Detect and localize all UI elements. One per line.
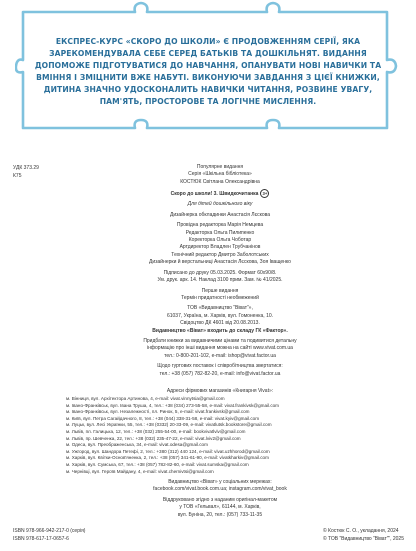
audience: Для дітей дошкільного віку bbox=[187, 201, 253, 208]
shops-title: Адреси фірмових магазинів «Книгарня Vivat»: bbox=[166, 388, 274, 394]
isbn-block bbox=[13, 527, 85, 543]
book-title bbox=[110, 189, 330, 198]
shop-address: м. Львів, пл. Галицька, 12, тел.: +38 (032) 255-54-00, e-mail: bookvivatlviv@gmail.com bbox=[66, 428, 246, 434]
shop-address: м. Львів, пр. Шевченка, 22, тел.: +38 (032) 235-47-22, e-mail: vivat.lviv2@gmail.com bbox=[66, 435, 241, 441]
certificate: Свідоцтво ДК 4601 від 20.08.2013. bbox=[180, 320, 260, 327]
shop-address: м. Вінниця, вул. Архітектора Артинова, 4, e-mail: vivat.vinnytsia@gmail.com bbox=[66, 396, 225, 401]
isbn-book: ISBN 978-617-17-0657-6 bbox=[13, 536, 69, 542]
shop-address: м. Київ, вул. Петра Сагайдачного, 8, тел.: +38 (044) 338-31-58, e-mail: vivat.kyiv@gmail.com bbox=[66, 415, 260, 421]
printed-line-1: Віддруковано згідно з наданим оригінал-макетом bbox=[162, 496, 278, 503]
footer-block bbox=[110, 479, 330, 519]
signed-to-print: Підписано до друку 05.03.2025. Формат 60х90/8. bbox=[163, 269, 277, 276]
print-info: Ум. друк. арк. 14. Наклад 3100 прим. Зам. № 41/2025. bbox=[157, 277, 283, 284]
printed-line-2: у ТОВ «Гельвал», 61144, м. Харків, bbox=[179, 504, 261, 511]
social-title: Видавництво «Віват» у соціальних мережах: bbox=[168, 479, 272, 485]
series-name: Серія «Шкільна бібліотека» bbox=[188, 171, 252, 178]
art-director: Артдиректор Владлен Трубчанінов bbox=[179, 244, 261, 251]
shop-address: м. Одеса, вул. Преображенська, 34, e-mail: vivat.odesa@gmail.com bbox=[66, 442, 208, 448]
udk-code: УДК 373.29 bbox=[13, 165, 39, 171]
author-name: КОСТЮК Світлана Олександрівна bbox=[180, 178, 260, 185]
publisher-address: 61037, Україна, м. Харків, вул. Гомоненка, 10. bbox=[166, 312, 274, 319]
shops-list bbox=[66, 396, 366, 475]
shops-heading-block bbox=[110, 388, 330, 395]
age-badge: 3+ bbox=[260, 189, 269, 198]
shop-address: м. Ужгород, вул. Шандора Петефі, 2, тел.: +380 (312) 440 124, e-mail: vivat.uzhhorod@gmail.com bbox=[66, 448, 270, 454]
copyright-block bbox=[323, 527, 404, 543]
supply-line-2: тел.: +38 (057) 782-82-20, e-mail: info@vivat.factor.ua bbox=[159, 370, 281, 377]
isbn-series: ISBN 978-966-942-217-0 (серія) bbox=[13, 528, 86, 534]
supply-line-1: Щодо гуртових поставок і співробітництва звертатися: bbox=[157, 363, 283, 370]
edition: Перше видання bbox=[201, 287, 239, 294]
corrector: Коректорка Ольга Чоботар bbox=[188, 237, 252, 244]
editor: Редакторка Ольга Пилипенко bbox=[185, 229, 255, 236]
shop-address: м. Івано-Франківськ, вул. Івана Труша, 4, тел.: +38 (034) 273-55-58, e-mail: vivat.frankivsk@gmail.com bbox=[66, 402, 279, 408]
buy-line-2: інформацію про інші видання можна на сайті www.vivat.com.ua bbox=[147, 345, 293, 352]
cover-designer: Дизайнерка обкладинки Анастасія Лєскова bbox=[169, 211, 271, 218]
shop-address: м. Харків, вул. Квітки-Основ'яненка, 2, тел.: +38 (057) 341-61-90, e-mail: vivatkharkiv@gmail.com bbox=[66, 455, 269, 461]
lead-editor: Провідна редакторка Марія Немцева bbox=[176, 222, 264, 229]
shop-address: м. Харків, вул. Сумська, 67, тел.: +38 (057) 782-82-60, e-mail: vivat.sumska@gmail.com bbox=[66, 461, 249, 467]
shop-address: м. Івано-Франківськ, вул. Незалежності, пл. Ринок, 5, e-mail: vivat.frankivsk@gmail.com bbox=[66, 409, 250, 415]
imprint-block bbox=[110, 164, 330, 378]
promo-box bbox=[15, 0, 399, 135]
classification bbox=[13, 164, 39, 180]
promo-text: ЕКСПРЕС-КУРС «СКОРО ДО ШКОЛИ» Є ПРОДОВЖЕННЯМ СЕРІЇ, ЯКА ЗАРЕКОМЕНДУВАЛА СЕБЕ СЕРЕД БАТЬКІВ ТА ДОШКІЛЬНЯТ. ВИДАННЯ ДОПОМОЖЕ ПІДГОТУВАТИСЯ ДО НАВЧАННЯ, ОПАНУВАТИ НОВІ НАВИЧКИ ТА ВМІННЯ І ЗМІЦНИТИ ВЖЕ НАБУТІ. ВИКОНУЮЧИ ЗАВДАННЯ З ЦІЄЇ КНИЖКИ, ДИТИНА ЗНАЧНО УДОСКОНАЛИТЬ НАВИЧКИ ЧИТАННЯ, РОЗВИНЕ УВАГУ, ПАМ'ЯТЬ, ПРОСТОРОВЕ ТА ЛОГІЧНЕ МИСЛЕННЯ. bbox=[34, 37, 382, 106]
storage-term: Термін придатності необмежений bbox=[181, 294, 259, 301]
buy-line-1: Придбати книжки за видавничими цінами та подивитися детальну bbox=[143, 337, 297, 344]
book-title-text: Скоро до школи! 3. Швидкочитанка bbox=[170, 191, 259, 198]
publisher-group: Видавництво «Віват» входить до складу ГК «Фактор». bbox=[152, 327, 288, 334]
social-links: facebook.com/vivat.book.com.ua; instagram.com/vivat_book bbox=[153, 486, 287, 493]
printed-line-3: вул. Буніна, 20, тел.: (057) 733-11-35 bbox=[177, 511, 263, 518]
tech-editor: Технічний редактор Дмитро Заболотських bbox=[171, 251, 269, 258]
publisher-name: ТОВ «Видавництво “Віват”», bbox=[187, 305, 253, 312]
shop-address: м. Чернівці, вул. Героїв Майдану, 4, e-mail: vivat.chernivtsi@gmail.com bbox=[66, 468, 214, 474]
buy-line-3: тел.: 0-800-201-102, e-mail: ishop@vivat.factor.ua bbox=[164, 352, 276, 359]
popular-edition: Популярне видання bbox=[196, 164, 244, 170]
designers: Дизайнерки й верстальниці Анастасія Лєскова, Зоя Іващенко bbox=[149, 259, 291, 266]
author-mark: К75 bbox=[13, 173, 22, 179]
shop-address: м. Луцьк, вул. Лесі Українки, 55, тел.: +38 (0332) 20-33-09, e-mail: vivatlutsk.bookstore@gmail.com bbox=[66, 422, 272, 428]
copyright-author: © Костюк С. О., укладання, 2024 bbox=[322, 528, 399, 534]
copyright-publisher: © ТОВ “Видавництво “Віват””, 2025 bbox=[322, 536, 404, 542]
